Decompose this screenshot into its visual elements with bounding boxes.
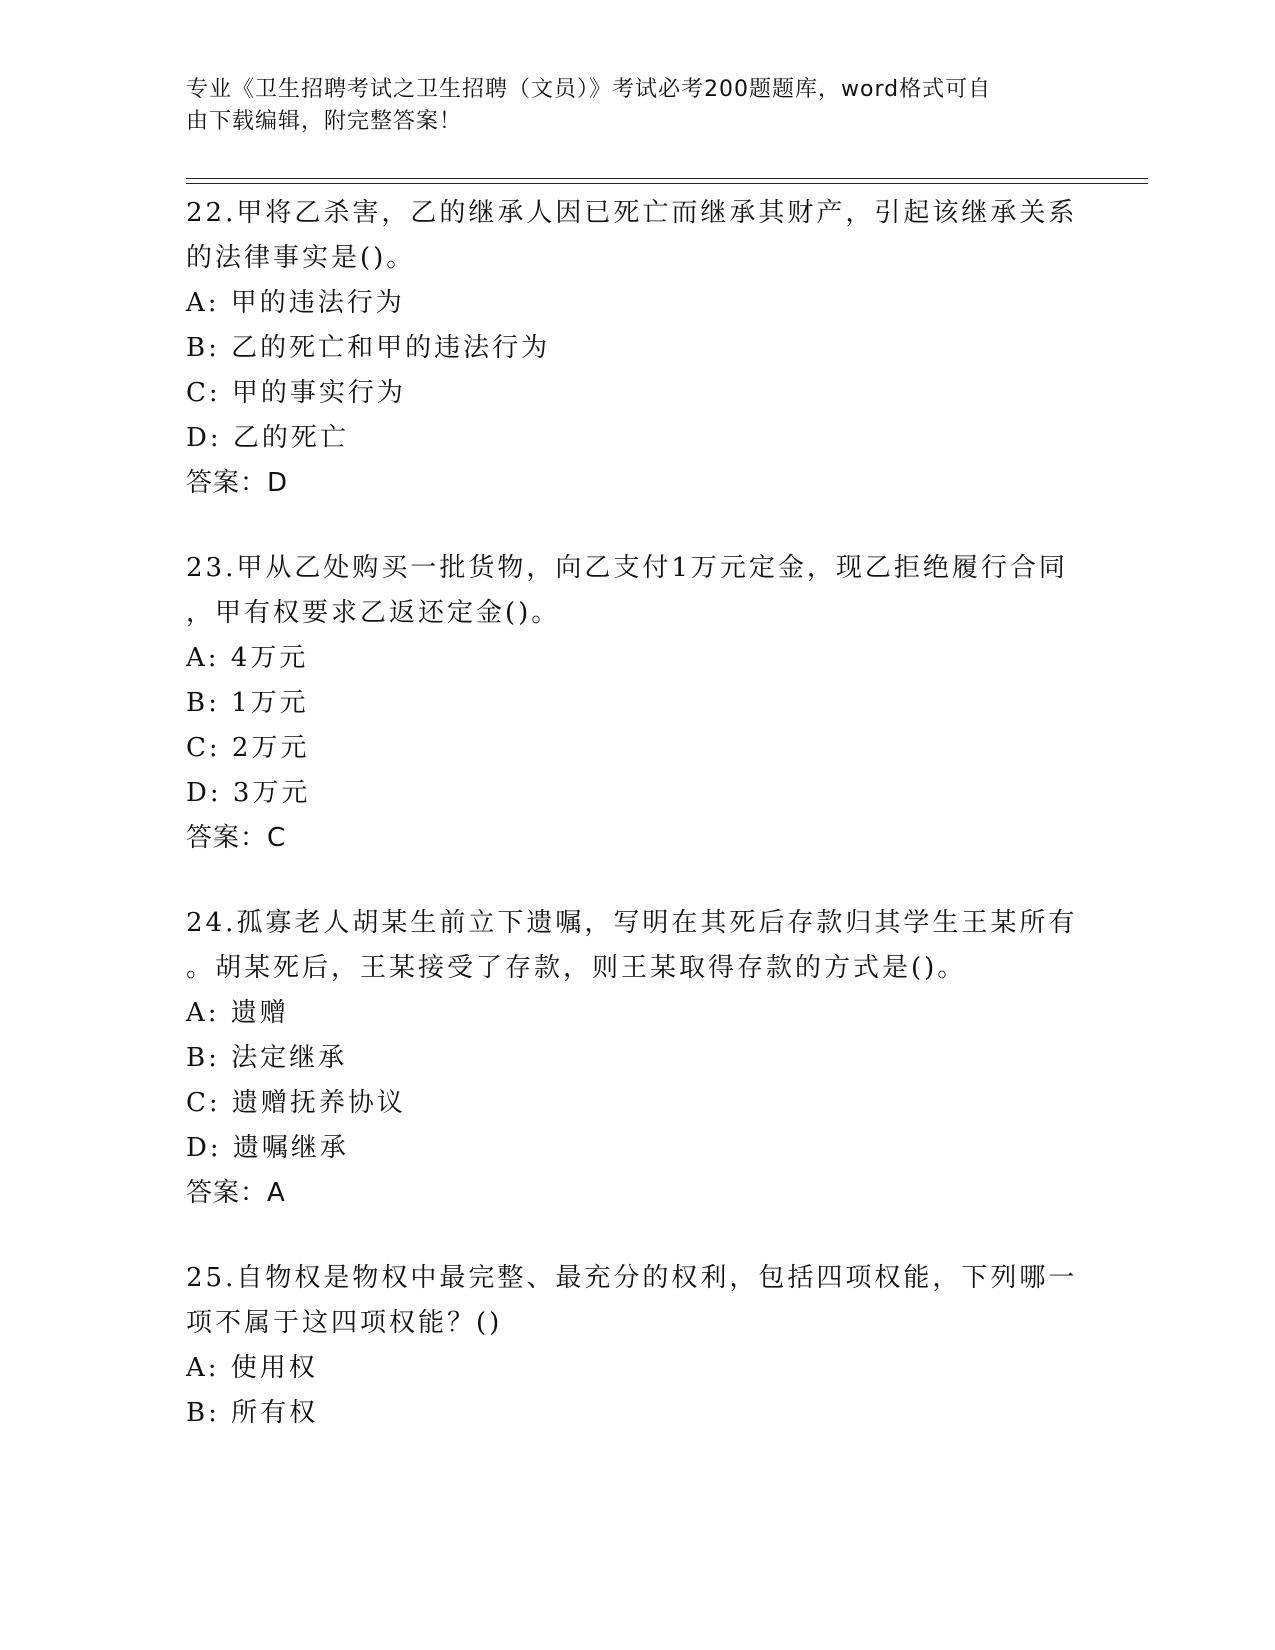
answer-line: 答案：A (186, 1178, 286, 1208)
question-stem-line: 23.甲从乙处购买一批货物，向乙支付1万元定金，现乙拒绝履行合同 (186, 553, 1068, 583)
question-25 (186, 1256, 1086, 1436)
header-divider-top (186, 178, 1148, 179)
question-stem-line: 22.甲将乙杀害，乙的继承人因已死亡而继承其财产，引起该继承关系 (186, 198, 1078, 228)
question-list (186, 191, 1086, 1476)
option-a: A: 遗赠 (186, 998, 289, 1028)
header-line-2: 由下载编辑，附完整答案！ (186, 109, 463, 134)
answer-line: 答案：C (186, 823, 287, 853)
option-b: B: 法定继承 (186, 1043, 348, 1073)
question-stem-line: 24.孤寡老人胡某生前立下遗嘱，写明在其死后存款归其学生王某所有 (186, 908, 1078, 938)
question-stem-line: 25.自物权是物权中最完整、最充分的权利，包括四项权能，下列哪一 (186, 1263, 1078, 1293)
question-stem-line: 的法律事实是()。 (186, 243, 416, 273)
option-c: C: 遗赠抚养协议 (186, 1088, 406, 1118)
option-d: D: 3万元 (186, 778, 311, 808)
option-b: B: 1万元 (186, 688, 309, 718)
header-divider-bottom (186, 183, 1148, 184)
option-a: A: 使用权 (186, 1353, 318, 1383)
document-header (186, 74, 1066, 138)
header-line-1: 专业《卫生招聘考试之卫生招聘（文员）》考试必考200题题库，word格式可自 (186, 77, 992, 102)
question-24 (186, 901, 1086, 1216)
option-d: D: 乙的死亡 (186, 423, 349, 453)
question-stem-line: 项不属于这四项权能？() (186, 1308, 503, 1338)
option-b: B: 所有权 (186, 1398, 319, 1428)
option-b: B: 乙的死亡和甲的违法行为 (186, 333, 551, 363)
option-a: A: 甲的违法行为 (186, 288, 405, 318)
option-a: A: 4万元 (186, 643, 309, 673)
option-c: C: 甲的事实行为 (186, 378, 406, 408)
question-stem-line: 。胡某死后，王某接受了存款，则王某取得存款的方式是()。 (186, 953, 967, 983)
question-stem-line: ，甲有权要求乙返还定金()。 (186, 598, 561, 628)
answer-line: 答案：D (186, 468, 289, 498)
question-22 (186, 191, 1086, 506)
question-23 (186, 546, 1086, 861)
option-c: C: 2万元 (186, 733, 310, 763)
option-d: D: 遗嘱继承 (186, 1133, 349, 1163)
